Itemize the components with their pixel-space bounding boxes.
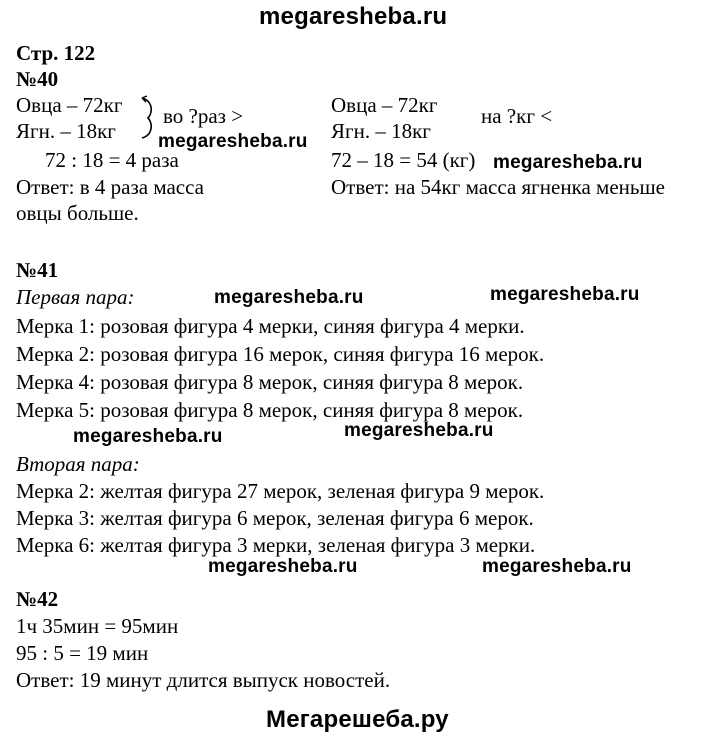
task40-right-question: на ?кг < xyxy=(481,104,553,128)
watermark: megaresheba.ru xyxy=(490,284,640,305)
watermark: megaresheba.ru xyxy=(73,426,223,447)
page-label: Стр. 122 xyxy=(16,41,96,65)
task40-left-calc: 72 : 18 = 4 раза xyxy=(45,148,179,172)
task40-left-line2: Ягн. – 18кг xyxy=(16,119,116,143)
watermark: megaresheba.ru xyxy=(493,152,643,173)
task41-pair2-line: Мерка 3: желтая фигура 6 мерок, зеленая фигура 6 мерок. xyxy=(16,506,534,530)
task40-left-answer1: Ответ: в 4 раза масса xyxy=(16,175,205,199)
task41-pair2-line: Мерка 2: желтая фигура 27 мерок, зеленая фигура 9 мерок. xyxy=(16,479,545,503)
watermark: megaresheba.ru xyxy=(344,420,494,441)
task41-pair1-line: Мерка 5: розовая фигура 8 мерок, синяя фигура 8 мерок. xyxy=(16,398,524,422)
task40-right-line1: Овца – 72кг xyxy=(331,93,438,117)
task40-right-line2: Ягн. – 18кг xyxy=(331,119,431,143)
task40-number: №40 xyxy=(16,67,59,91)
task41-number: №41 xyxy=(16,258,59,282)
task40-left-line1: Овца – 72кг xyxy=(16,93,123,117)
task42-number: №42 xyxy=(16,587,59,611)
task42-line: 95 : 5 = 19 мин xyxy=(16,641,149,665)
task40-left-question: во ?раз > xyxy=(163,104,244,128)
watermark: megaresheba.ru xyxy=(208,556,358,577)
task41-pair2-title: Вторая пара: xyxy=(16,452,140,476)
watermark: megaresheba.ru xyxy=(214,287,364,308)
task40-right-calc: 72 – 18 = 54 (кг) xyxy=(331,148,476,172)
footer-site: Мегарешеба.ру xyxy=(266,706,449,733)
task41-pair1-line: Мерка 4: розовая фигура 8 мерок, синяя фигура 8 мерок. xyxy=(16,370,524,394)
task41-pair1-title: Первая пара: xyxy=(16,285,135,309)
task41-pair2-line: Мерка 6: желтая фигура 3 мерки, зеленая фигура 3 мерки. xyxy=(16,533,536,557)
task40-right-answer: Ответ: на 54кг масса ягненка меньше xyxy=(331,175,665,199)
header-site: megaresheba.ru xyxy=(259,3,448,30)
watermark: megaresheba.ru xyxy=(482,556,632,577)
watermark: megaresheba.ru xyxy=(158,131,308,152)
task42-answer: Ответ: 19 минут длится выпуск новостей. xyxy=(16,668,391,692)
task40-left-answer2: овцы больше. xyxy=(16,201,139,225)
task41-pair1-line: Мерка 2: розовая фигура 16 мерок, синяя фигура 16 мерок. xyxy=(16,342,545,366)
task41-pair1-line: Мерка 1: розовая фигура 4 мерки, синяя фигура 4 мерки. xyxy=(16,314,525,338)
brace-icon xyxy=(139,95,159,141)
task42-line: 1ч 35мин = 95мин xyxy=(16,614,179,638)
